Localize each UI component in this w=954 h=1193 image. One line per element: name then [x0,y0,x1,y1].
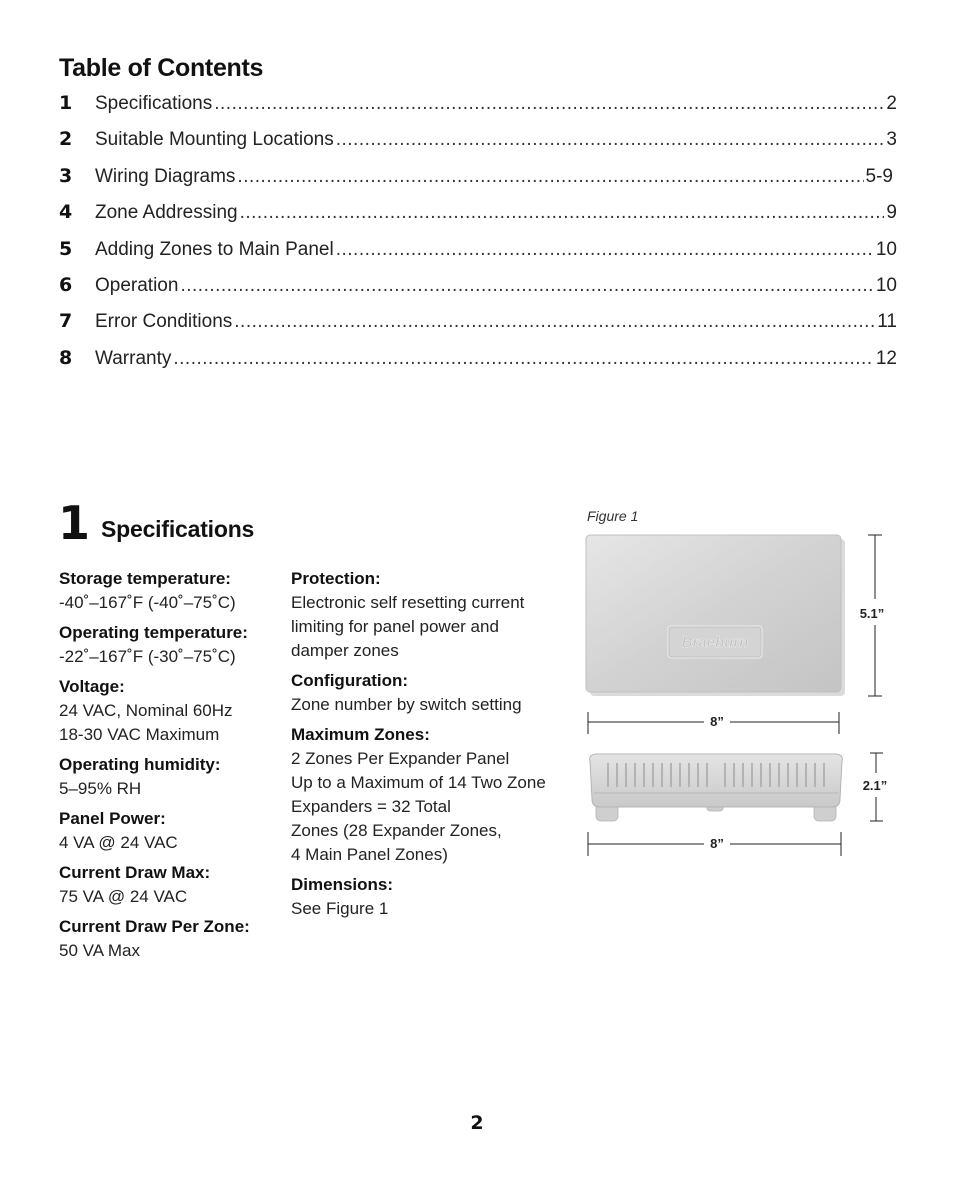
toc-entry[interactable] [59,201,897,237]
toc-title: Table of Contents [59,54,264,82]
toc-entry-number: 2 [59,128,73,151]
toc-entry-page: 10 [875,238,897,260]
toc-entry-label: Operation [95,274,179,296]
toc-entry-page: 11 [877,311,897,333]
spec-value: 5–95% RH [59,779,142,798]
table-of-contents [59,92,897,383]
toc-leader-dots [173,348,873,370]
spec-value: 50 VA Max [59,941,140,960]
spec-value: -22˚–167˚F (-30˚–75˚C) [59,647,236,666]
toc-entry-page: 12 [875,347,897,369]
spec-item [291,723,561,867]
toc-entry-number: 1 [59,92,73,114]
spec-item [59,567,279,615]
spec-label: Current Draw Max: [59,863,211,882]
spec-value: Electronic self resetting current limiting for panel power and damper zones [291,593,525,660]
toc-entry[interactable] [59,92,897,128]
width-dimension-bottom [588,832,841,856]
spec-value: -40˚–167˚F (-40˚–75˚C) [59,593,236,612]
toc-entry-page: 9 [886,202,897,224]
toc-entry-label: Specifications [95,93,213,114]
spec-value: 4 VA @ 24 VAC [59,833,178,852]
spec-label: Current Draw Per Zone: [59,917,250,936]
section-title: Specifications [101,516,255,542]
spec-label: Maximum Zones: [291,725,430,744]
height-label: 5.1” [859,606,885,621]
toc-entry-number: 7 [59,310,73,333]
spec-label: Voltage: [59,677,125,696]
toc-leader-dots [234,311,875,333]
toc-leader-dots [214,93,884,115]
depth-dimension [863,753,888,821]
toc-leader-dots [180,275,873,297]
spec-label: Operating temperature: [59,623,248,642]
toc-entry-label: Suitable Mounting Locations [95,129,334,151]
spec-item [59,753,279,801]
spec-label: Configuration: [291,671,409,690]
spec-item [59,861,279,909]
width-label-bottom: 8” [710,836,724,851]
section-number: 1 [58,496,91,550]
toc-entry-number: 5 [59,237,73,260]
width-dimension-top [588,712,839,734]
toc-entry-number: 3 [59,164,73,187]
depth-label: 2.1” [862,778,888,793]
toc-entry[interactable] [59,238,897,274]
spec-label: Dimensions: [291,875,394,894]
width-label-top: 8” [710,714,724,729]
spec-value: 24 VAC, Nominal 60Hz 18-30 VAC Maximum [59,701,233,744]
spec-label: Protection: [291,569,381,588]
toc-entry-label: Wiring Diagrams [95,165,236,187]
spec-item [291,567,561,663]
brand-logo: Braeburn [681,634,749,651]
toc-entry[interactable] [59,347,897,383]
toc-leader-dots [336,129,885,151]
toc-entry[interactable] [59,165,897,201]
spec-value: Zone number by switch setting [291,695,522,714]
spec-item [59,621,279,669]
toc-leader-dots [237,166,863,188]
toc-leader-dots [336,239,874,261]
specs-column-right [291,567,561,927]
spec-item [59,807,279,855]
dimension-figure [580,525,910,865]
figure-caption: Figure 1 [587,508,639,524]
toc-entry-label: Zone Addressing [95,202,238,224]
toc-leader-dots [240,202,885,224]
spec-item [59,915,279,963]
spec-item [291,873,561,921]
spec-item [291,669,561,717]
toc-entry-number: 6 [59,273,73,296]
toc-entry[interactable] [59,128,897,164]
page-number: 2 [470,1112,484,1134]
panel-side-view [590,754,843,821]
toc-entry-page: 5-9 [865,165,893,187]
spec-value: See Figure 1 [291,899,389,918]
toc-entry-label: Adding Zones to Main Panel [95,238,334,260]
spec-item [59,675,279,747]
toc-entry[interactable] [59,274,897,310]
toc-entry-page: 10 [875,274,897,296]
spec-label: Operating humidity: [59,755,221,774]
toc-entry-number: 4 [59,201,73,224]
spec-label: Storage temperature: [59,569,231,588]
specs-column-left [59,567,279,969]
height-dimension [860,535,885,696]
toc-entry[interactable] [59,310,897,346]
spec-label: Panel Power: [59,809,166,828]
toc-entry-label: Warranty [95,347,172,369]
toc-entry-label: Error Conditions [95,311,233,333]
spec-value: 2 Zones Per Expander Panel Up to a Maximum of 14 Two Zone Expanders = 32 Total Zones (28 Expander Zones, 4 Main Panel Zones) [291,749,546,864]
spec-value: 75 VA @ 24 VAC [59,887,188,906]
toc-entry-page: 2 [886,93,897,114]
panel-front-view [586,535,845,696]
toc-entry-page: 3 [886,129,897,151]
toc-entry-number: 8 [59,346,73,369]
